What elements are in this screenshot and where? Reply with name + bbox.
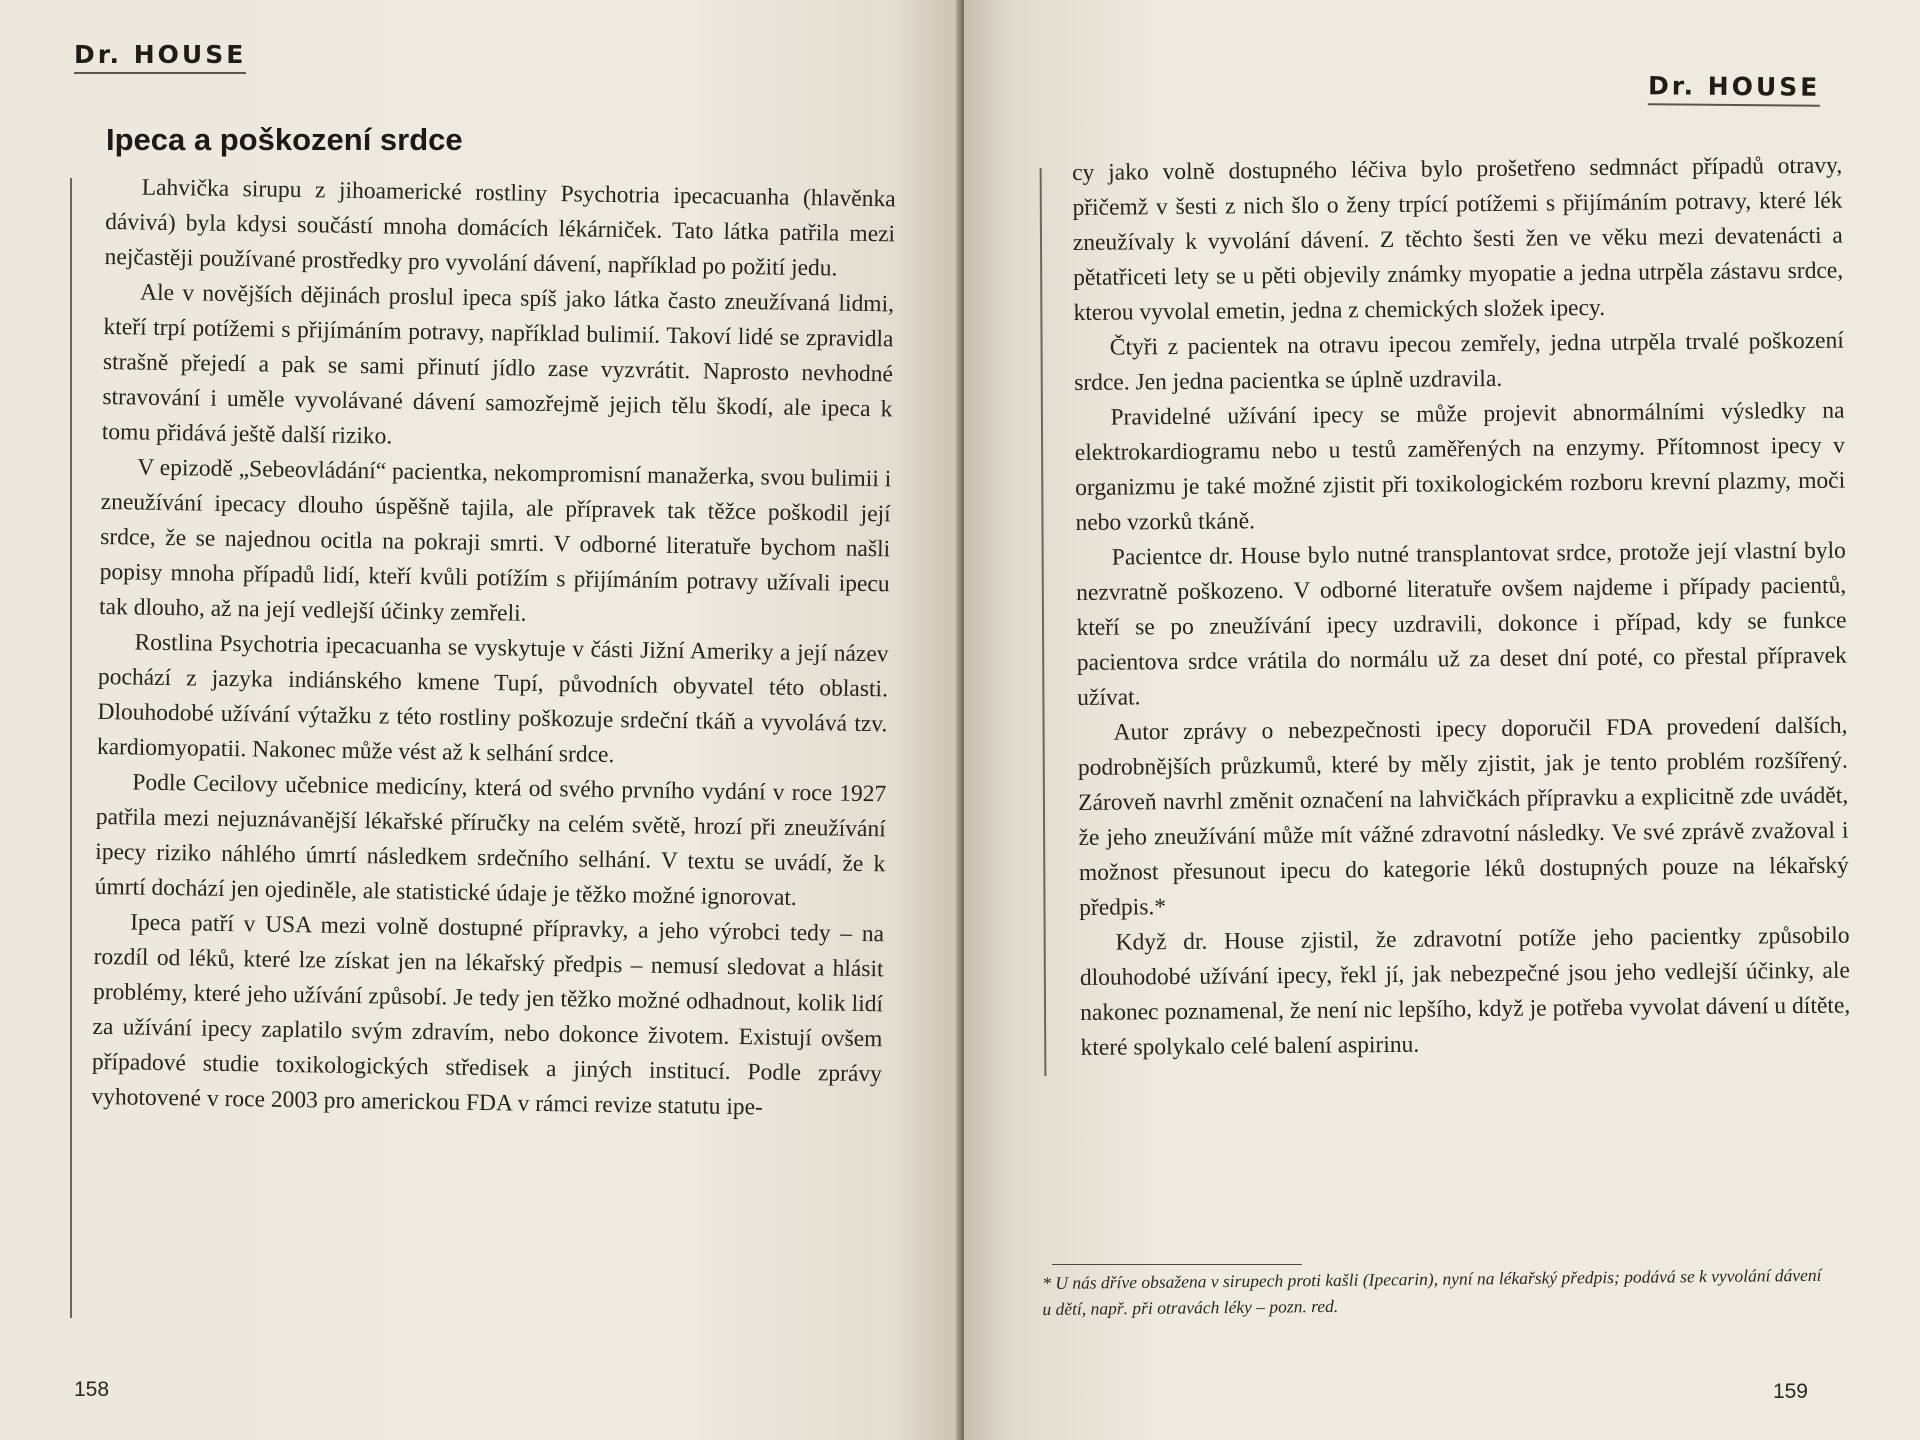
paragraph: Autor zprávy o nebezpečnosti ipecy doporučil FDA provedení dalších, podrobnějších průzkumů, které by měly zjistit, jak je tento problém rozšířený. Zároveň navrhl změnit označení na lahvičkách přípravku a explicitně zde uvádět, že jeho zneužívání může mít vážné zdravotní následky. Ve své zprávě zvažoval i možnost přesunout ipecu do kategorie léků dostupných pouze na lékařský předpis.* [1077, 712, 1849, 921]
page-number: 159 [1772, 1380, 1808, 1403]
paragraph: V epizodě „Sebeovládání“ pacientka, nekompromisní manažerka, svou bulimii i zneužívání ipecacy dlouho úspěšně tajila, ale přípravek tak těžce poškodil její srdce, že se najednou ocitla na pokraji smrti. V odborné literatuře bychom našli popisy mnoha případů lidí, kteří kvůli potížím s přijímáním potravy užívali ipecu tak dlouho, až na její vedlejší účinky zemřeli. [98, 454, 892, 627]
paragraph: Lahvička sirupu z jihoamerické rostliny Psychotria ipecacuanha (hlavěnka dávivá) byla kdysi součástí mnoha domácích lékárniček. Tato látka patřila mezi nejčastěji používané prostředky pro vyvolání dávení, například po požití jedu. [104, 174, 896, 282]
paragraph: Podle Cecilovy učebnice medicíny, která od svého prvního vydání v roce 1927 patřila mezi nejuznávanější lékařské příručky na celém světě, hrozí při zneužívání ipecy riziko náhlého úmrtí následkem srdečního selhání. V textu se uvádí, že k úmrtí dochází jen ojediněle, ale statistické údaje je těžko možné ignorovat. [94, 769, 887, 911]
footnote-rule [1052, 1264, 1302, 1265]
paragraph: cy jako volně dostupného léčiva bylo prošetřeno sedmnáct případů otravy, přičemž v šesti z nich šlo o ženy trpící potížemi s přijímáním potravy, které lék zneužívaly k vyvolání dávení. Z těchto šesti žen ve věku mezi devatenácti a pětatřiceti lety se u pěti objevily známky myopatie a jedna utrpěla zástavu srdce, kterou vyvolal emetin, jedna z chemických složek ipecy. [1072, 152, 1844, 326]
paragraph: Čtyři z pacientek na otravu ipecou zemřely, jedna utrpěla trvalé poškození srdce. Jen jedna pacientka se úplně uzdravila. [1074, 327, 1844, 396]
paragraph: Když dr. House zjistil, že zdravotní potíže jeho pacientky způsobilo dlouhodobé užívání ipecy, řekl jí, jak nebezpečné jsou jeho vedlejší účinky, ale nakonec poznamenal, že není nic lepšího, když je potřeba vyvolat dávení u dítěte, které spolykalo celé balení aspirinu. [1079, 922, 1851, 1061]
paragraph: Rostlina Psychotria ipecacuanha se vyskytuje v části Jižní Ameriky a její název pochází z jazyka indiánského kmene Tupí, původních obyvatel této oblasti. Dlouhodobé užívání výtažku z této rostliny poškozuje srdeční tkáň a vyvolává tzv. kardiomyopatii. Nakonec může vést až k selhání srdce. [96, 629, 889, 769]
right-page [964, 0, 1920, 1440]
paragraph: Ipeca patří v USA mezi volně dostupné přípravky, a jeho výrobci tedy – na rozdíl od léků, které lze získat jen na lékařský předpis – nemusí sledovat a hlásit problémy, které jeho užívání způsobí. Je tedy jen těžko možné odhadnout, kolik lidí za užívání ipecy zaplatilo svým zdravím, nebo dokonce životem. Existují ovšem případové studie toxikologických středisek a jiných institucí. Podle zprávy vyhotovené v roce 2003 pro americkou FDA v rámci revize statutu ipe- [91, 909, 885, 1121]
footnote: * U nás dříve obsažena v sirupech proti kašli (Ipecarin), nyní na lékařský předpis; podává se k vyvolání dávení u dětí, např. při otravách léky – pozn. red. [1042, 1264, 1822, 1319]
section-title: Ipeca a poškození srdce [106, 122, 463, 157]
body-text [91, 170, 896, 1127]
body-text [1072, 149, 1851, 1066]
paragraph: Ale v novějších dějinách proslul ipeca spíš jako látka často zneužívaná lidmi, kteří trpí potížemi s přijímáním potravy, například bulimií. Takoví lidé se zpravidla strašně přejedí a pak se sami přinutí jídlo zase vyzvrátit. Naprosto nevhodné stravování i uměle vyvolávané dávení samozřejmě jejich tělu škodí, ale ipeca k tomu přidává ještě další riziko. [101, 279, 895, 450]
running-head: Dr. HOUSE [1648, 71, 1821, 107]
paragraph: Pravidelné užívání ipecy se může projevit abnormálními výsledky na elektrokardiogramu nebo u testů zaměřených na enzymy. Přítomnost ipecy v organizmu je také možné zjistit při toxikologickém rozboru krevní plazmy, moči nebo vzorků tkáně. [1074, 397, 1846, 536]
margin-rule [70, 178, 72, 1318]
margin-rule [1040, 168, 1047, 1076]
page-number: 158 [74, 1378, 110, 1401]
paragraph: Pacientce dr. House bylo nutné transplantovat srdce, protože její vlastní bylo nezvratně poškozeno. V odborné literatuře ovšem najdeme i případy pacientů, kteří se po zneužívání ipecy uzdravili, dokonce i případ, kdy se funkce pacientova srdce vrátila do normálu už za deset dní poté, co přestal přípravek užívat. [1076, 537, 1847, 711]
running-head: Dr. HOUSE [74, 40, 246, 74]
